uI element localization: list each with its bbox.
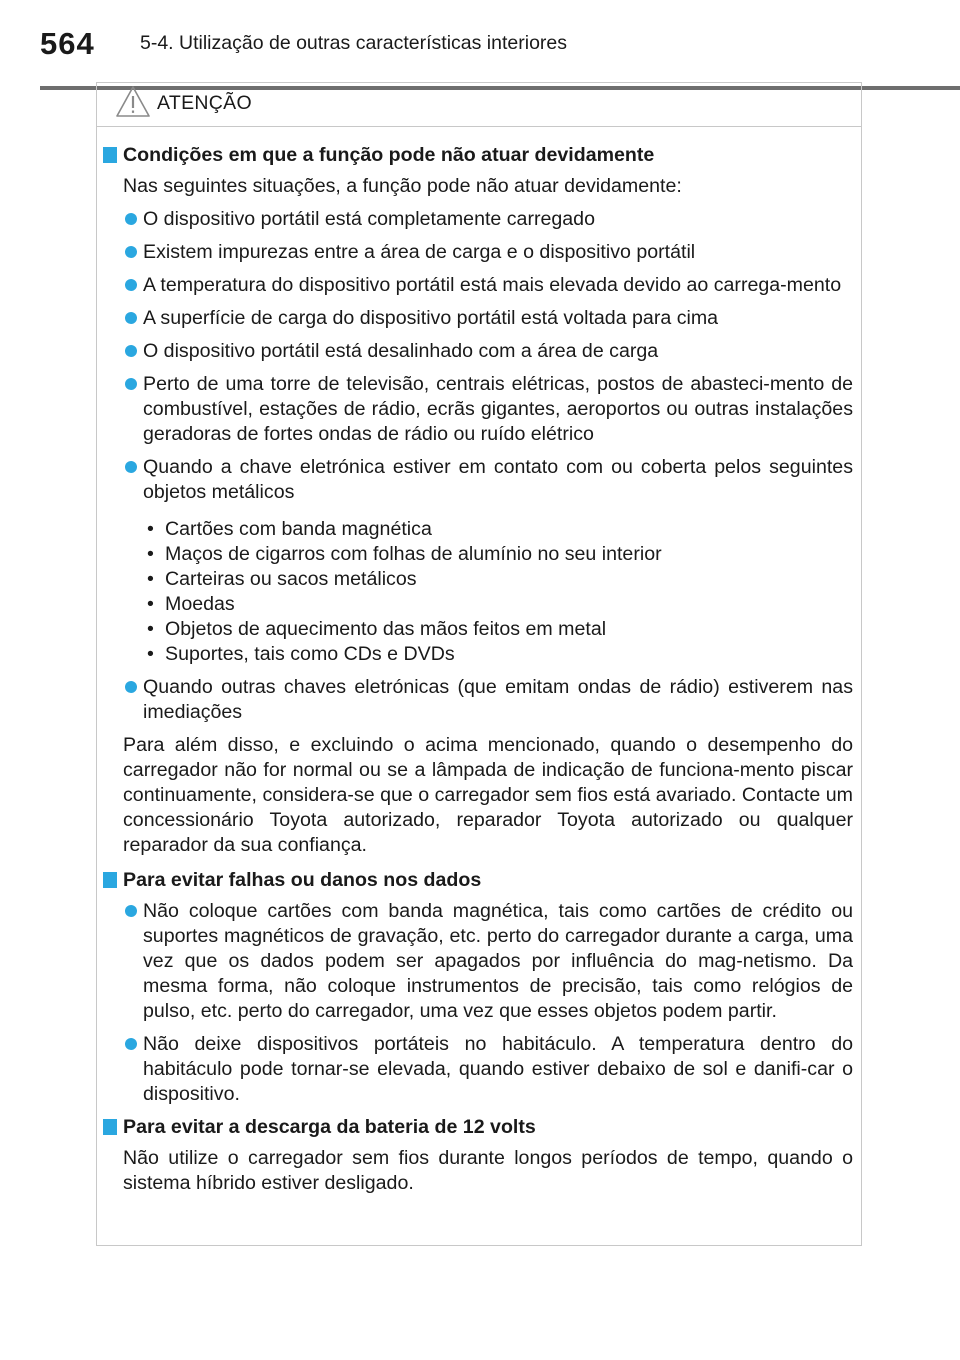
list-item-text: Perto de uma torre de televisão, centrais elétricas, postos de abasteci-mento de combustível, estações de rádio, ecrãs gigantes, aeroportos ou outras instalações geradoras de fortes ondas de rádio ou ruído elétrico	[143, 373, 853, 445]
sub-list-item: • Suportes, tais como CDs e DVDs	[147, 642, 853, 667]
section-heading	[103, 1115, 853, 1140]
list-item	[103, 306, 853, 331]
list-item-text: Quando outras chaves eletrónicas (que emitam ondas de rádio) estiverem nas imediações	[143, 676, 853, 723]
heading-text: Condições em que a função pode não atuar devidamente	[123, 144, 655, 166]
list-item	[103, 372, 853, 447]
heading-text: Para evitar falhas ou danos nos dados	[123, 869, 482, 891]
page-number: 564	[40, 26, 95, 61]
page-header	[40, 22, 920, 62]
sub-list-item: • Carteiras ou sacos metálicos	[147, 567, 853, 592]
list-item	[103, 207, 853, 232]
list-item	[103, 273, 853, 298]
list-item	[103, 339, 853, 364]
warning-triangle-icon	[115, 85, 151, 119]
list-item-text: Existem impurezas entre a área de carga e o dispositivo portátil	[143, 241, 696, 263]
sub-list-item: • Cartões com banda magnética	[147, 517, 853, 542]
list-item	[103, 675, 853, 725]
sub-list-item: • Objetos de aquecimento das mãos feitos em metal	[147, 617, 853, 642]
round-bullet-icon	[125, 345, 137, 357]
sub-list	[143, 517, 853, 667]
round-bullet-icon	[125, 312, 137, 324]
sub-list-item: • Maços de cigarros com folhas de alumínio no seu interior	[147, 542, 853, 567]
list-item	[103, 240, 853, 265]
round-bullet-icon	[125, 681, 137, 693]
list-item-text: A temperatura do dispositivo portátil está mais elevada devido ao carrega-mento	[143, 274, 842, 296]
warning-title: ATENÇÃO	[157, 92, 252, 114]
round-bullet-icon	[125, 213, 137, 225]
list-item	[103, 1032, 853, 1107]
list-item	[103, 899, 853, 1024]
round-bullet-icon	[125, 1038, 137, 1050]
list-item-text: A superfície de carga do dispositivo portátil está voltada para cima	[143, 307, 719, 329]
warning-box	[96, 82, 862, 1246]
list-item-text: Não deixe dispositivos portáteis no habitáculo. A temperatura dentro do habitáculo pode tornar-se elevada, quando estiver debaixo de sol e danifi-car o dispositivo.	[143, 1033, 853, 1105]
list-item	[103, 455, 853, 667]
list-item-text: Não coloque cartões com banda magnética, tais como cartões de crédito ou suportes magnéticos de gravação, etc. perto do carregador durante a carga, uma vez que os dados podem ser apagados por influência do mag-netismo. Da mesma forma, não coloque instrumentos de precisão, tais como relógios de pulso, etc. perto do carregador, uma vez que esses objetos podem partir.	[143, 900, 853, 1022]
paragraph: Para além disso, e excluindo o acima mencionado, quando o desempenho do carregador não for normal ou se a lâmpada de indicação de funciona-mento piscar continuamente, considera-se que o carregador sem fios está avariado. Contacte um concessionário Toyota autorizado, reparador Toyota autorizado ou qualquer reparador da sua confiança.	[123, 734, 853, 856]
section-heading	[103, 143, 853, 168]
round-bullet-icon	[125, 905, 137, 917]
list-item-text: O dispositivo portátil está desalinhado com a área de carga	[143, 340, 659, 362]
square-bullet-icon	[103, 1119, 117, 1135]
warning-header	[97, 83, 861, 127]
square-bullet-icon	[103, 872, 117, 888]
list-item-text: Quando a chave eletrónica estiver em contato com ou coberta pelos seguintes objetos metálicos	[143, 456, 853, 503]
paragraph: Não utilize o carregador sem fios durante longos períodos de tempo, quando o sistema híbrido estiver desligado.	[123, 1147, 853, 1194]
round-bullet-icon	[125, 461, 137, 473]
warning-content	[103, 143, 853, 1204]
section-title: 5-4. Utilização de outras características interiores	[140, 32, 568, 54]
square-bullet-icon	[103, 147, 117, 163]
section-heading	[103, 868, 853, 893]
paragraph: Nas seguintes situações, a função pode não atuar devidamente:	[123, 175, 682, 197]
sub-list-item: • Moedas	[147, 592, 853, 617]
round-bullet-icon	[125, 378, 137, 390]
heading-text: Para evitar a descarga da bateria de 12 volts	[123, 1116, 536, 1138]
round-bullet-icon	[125, 246, 137, 258]
list-item-text: O dispositivo portátil está completamente carregado	[143, 208, 595, 230]
round-bullet-icon	[125, 279, 137, 291]
